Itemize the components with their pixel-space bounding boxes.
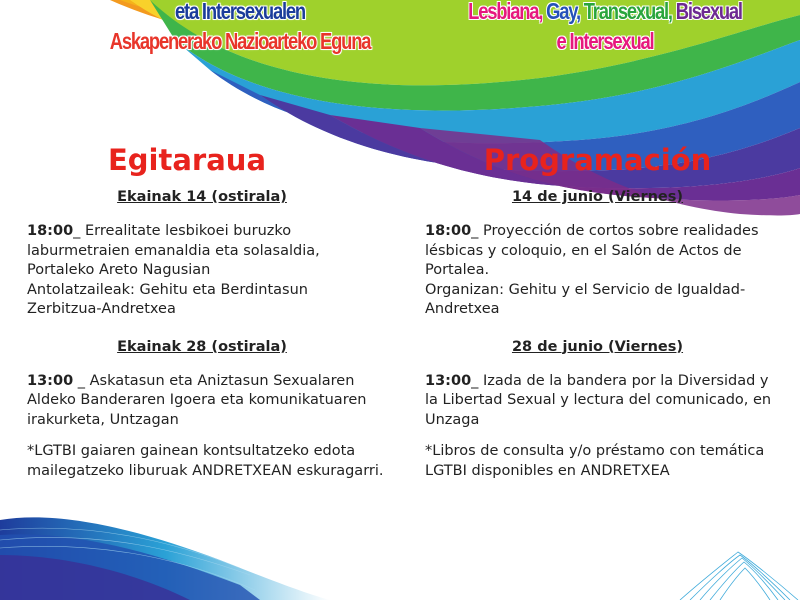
banner-left-line1: eta Intersexualen [175, 0, 305, 24]
date-heading: 14 de junio (Viernes) [511, 189, 684, 205]
banner-word-gay: Gay, [546, 0, 580, 24]
banner-right-line2: e Intersexual [556, 28, 654, 54]
event-item [27, 222, 387, 320]
library-note: *LGTBI gaiaren gainean kontsultatzeko edota mailegatzeko liburuak ANDRETXEAN eskuragarri. [27, 443, 384, 479]
banner-left-line2: Askapenerako Nazioarteko Eguna [109, 28, 371, 54]
program-basque [27, 140, 387, 481]
event-item [27, 372, 387, 431]
event-time: 13:00 [27, 372, 74, 389]
banner-word-lesbiana: Lesbiana, [468, 0, 543, 24]
event-item [425, 222, 775, 320]
program-spanish [425, 140, 775, 481]
banner-word-transexual: Transexual, [583, 0, 672, 24]
banner-right-line1 [445, 0, 765, 26]
page-title-spanish: Programación [483, 143, 712, 177]
library-note: *Libros de consulta y/o préstamo con temática LGTBI disponibles en ANDRETXEA [425, 443, 765, 479]
date-heading: Ekainak 14 (ostirala) [117, 189, 287, 205]
event-time: 18:00 [27, 223, 74, 239]
event-time: 13:00 [425, 372, 472, 389]
banner-right [445, 0, 765, 56]
event-description: _ Proyección de cortos sobre realidades lésbicas y coloquio, en el Salón de Actos de Portalea. [425, 223, 759, 278]
bottom-wave-decoration [0, 500, 800, 600]
event-description: _ Errealitate lesbikoei buruzko laburmetraien emanaldia eta solasaldia, Portaleko Areto Nagusian [27, 223, 320, 278]
date-heading: 28 de junio (Viernes) [511, 338, 684, 355]
banner-left [96, 0, 384, 56]
event-description: _ Izada de la bandera por la Diversidad y la Libertad Sexual y lectura del comunicado, en Unzaga [425, 372, 772, 428]
event-time: 18:00 [425, 223, 472, 239]
banner-word-bisexual: Bisexual [675, 0, 742, 24]
event-description: _ Askatasun eta Aniztasun Sexualaren Aldeko Banderaren Igoera eta komunikatuaren irakurketa, Untzagan [27, 372, 367, 428]
page-title-basque: Egitaraua [107, 143, 267, 177]
event-organizers: Organizan: Gehitu y el Servicio de Igualdad-Andretxea [425, 281, 746, 317]
date-heading: Ekainak 28 (ostirala) [117, 338, 287, 355]
event-item [425, 372, 775, 431]
event-organizers: Antolatzaileak: Gehitu eta Berdintasun Zerbitzua-Andretxea [27, 281, 308, 317]
